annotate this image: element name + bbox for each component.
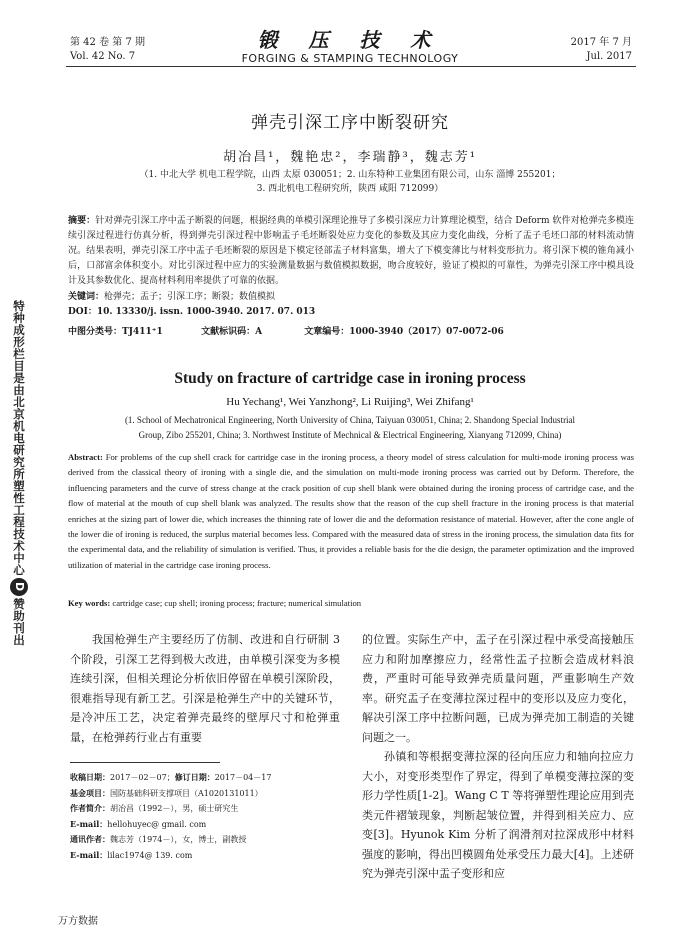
- paper-title-cn: 弹壳引深工序中断裂研究: [251, 113, 449, 133]
- body-column-right: [362, 630, 634, 884]
- doi-text: 10. 13330/j. issn. 1000-3940. 2017. 07. 013: [96, 307, 316, 317]
- revised-label: 修订日期：: [174, 772, 215, 782]
- article-label: 文章编号：: [304, 327, 350, 337]
- authors-cn: 胡冶昌¹，魏艳忠²，李瑞静³，魏志芳¹: [223, 150, 477, 165]
- keywords-text: cartridge case; cup shell; ironing process; fracture; numerical simulation: [110, 598, 362, 608]
- doi-label: DOI：: [68, 307, 97, 317]
- author-label: 作者简介：: [70, 803, 110, 813]
- date-cn: 2017 年 7 月: [570, 37, 632, 48]
- journal-name-en: FORGING & STAMPING TECHNOLOGY: [241, 52, 459, 65]
- journal-name-cn: 锻 压 技 术: [257, 28, 443, 52]
- received-label: 收稿日期：: [70, 772, 110, 782]
- header-volume: [70, 36, 145, 64]
- affiliation-line: Group, Zibo 255201, China; 3. Northwest Institute of Mechnical & Electrical Engineering, Xianyang 712099, China): [138, 430, 562, 440]
- footer-watermark: 万方数据: [58, 916, 98, 927]
- classification-line: [68, 325, 634, 340]
- abstract-text: For problems of the cup shell crack for cartridge case in the ironing process, a theory model of stress calculation for multi-mode ironing process was derived from the classical theory of ironing with a single die, and the simulation on multi-mode ironing process was carried out by Deform. Therefore, the influencing parameters and the curve of stress change at the crack position of cup shell blank were obtained during the ironing process of cartridge case, and the flow of material at the mouth of cup shell blank was analyzed. The results show that the reason of the cup shell fracture in the ironing process is that material enriches at the sizing part of lower die, which increases the thinning rate of lower die and the deformation resistance of material. However, after the cone angle of the lower die of ironing is reduced, the surplus material becomes less. Compared with the measured data of stress in the ironing process, the simulation data fits for the experimental data, and the reliability of simulation is verified. Thus, it provides a reliable basis for the die design, the parameter optimization and the improved utilization of material in the cartridge case ironing process.: [68, 452, 634, 570]
- header-divider: [66, 66, 636, 67]
- revised-date: 2017－04－17: [214, 773, 272, 782]
- code-value: A: [255, 327, 263, 337]
- volume-cn: 第 42 卷 第 7 期: [70, 37, 145, 48]
- date-en: Jul. 2017: [586, 51, 632, 62]
- corr-text: 魏志芳（1974－），女，博士，副教授: [110, 835, 247, 844]
- abstract-cn: [68, 214, 634, 289]
- affiliation-line: 3. 西北机电工程研究所，陕西 咸阳 712099）: [256, 184, 444, 194]
- keywords-en: [68, 596, 634, 611]
- abstract-label: Abstract:: [68, 452, 103, 462]
- clc-value: TJ411⁺1: [122, 327, 163, 337]
- footnote-dates: [70, 770, 342, 786]
- email-text: hellohuyec@ gmail. com: [107, 819, 207, 829]
- footnote-fund: [70, 786, 342, 802]
- paper-title-en: Study on fracture of cartridge case in ironing process: [174, 370, 526, 387]
- fund-label: 基金项目：: [70, 787, 110, 798]
- doc-code: [201, 325, 301, 340]
- header-date: [571, 36, 632, 64]
- affiliation-line: （1. 中北大学 机电工程学院，山西 太原 030051；2. 山东特种工业集团有限公司，山东 淄博 255201；: [139, 170, 561, 180]
- body-paragraph: 我国枪弹生产主要经历了仿制、改进和自行研制 3 个阶段，引深工艺得到极大改进，由单模引深变为多模连续引深，但相关理论分析依旧停留在单模引深阶段，很难指导现有新工艺。引深是枪弹生产中的关键环节，是冷冲压工艺，决定着弹壳最终的壁厚尺寸和枪弹重量，在枪弹药行业占有重要: [70, 633, 340, 744]
- body-column-left: [70, 630, 340, 747]
- affiliations-en: [80, 413, 620, 443]
- volume-en: Vol. 42 No. 7: [70, 51, 136, 62]
- footnote-divider: [70, 762, 220, 763]
- author-text: 胡冶昌（1992－），男，硕士研究生: [110, 804, 239, 813]
- sidebar-sponsor: [6, 300, 28, 660]
- article-number: [304, 325, 503, 340]
- keywords-text: 枪弹壳；盂子；引深工序；断裂；数值模拟: [104, 292, 276, 302]
- abstract-label: 摘要：: [68, 216, 96, 226]
- clc-label: 中图分类号：: [68, 327, 123, 337]
- keywords-label: Key words:: [68, 598, 111, 608]
- email-text: lilac1974@ 139. com: [107, 850, 193, 860]
- abstract-text: 针对弹壳引深工序中盂子断裂的问题，根据经典的单模引深理论推导了多模引深应力计算理论模型，结合 Deform 软件对枪弹壳多模连续引深过程进行仿真分析，得到弹壳引深过程中影响盂子毛坯断裂处应力变化的参数及其应力变化曲线，分析了盂子毛坯口部的材料流动情况。结果表明，弹壳引深工序中盂子毛坯断裂的原因是下模定径部盂子材料富集，增大了下模变薄比与材料变形抗力。将引深下模的锥角减小后，口部富余体积变小。对比引深过程中应力的实验测量数据与数值模拟数据，吻合度较好，验证了模拟的可靠性，为弹壳引深工序中模具设计及其参数优化、提高材料利用率提供了可靠的依据。: [68, 216, 634, 286]
- keywords-cn: [68, 290, 634, 305]
- corr-label: 通讯作者：: [70, 834, 110, 844]
- code-label: 文献标识码：: [201, 327, 256, 337]
- sidebar-text-1: 特种成形栏目是由北京机电研究所塑性工程技术中心: [12, 300, 26, 576]
- clc-number: [68, 325, 198, 340]
- keywords-label: 关键词：: [68, 292, 105, 302]
- footnote-email: [70, 848, 342, 864]
- received-date: 2017－02－07；: [110, 773, 175, 782]
- body-paragraph: 孙镇和等根据变薄拉深的径向压应力和轴向拉应力大小，对变形类型作了界定，得到了单模变薄拉深的变形力学性质[1-2]。Wang C T 等将弹塑性理论应用到壳类元件褶皱现象，判断起皱位置，并得到相关应力、应变[3]。Hyunok Kim 分析了润滑剂对拉深成形中材料强度的影响，得出凹模圆角处承受压力最大[4]。上述研究为弹壳引深中盂子变形和应: [362, 750, 634, 880]
- footnote-block: [70, 770, 342, 863]
- sidebar-sponsor-text: [6, 300, 28, 660]
- body-paragraph: 的位置。实际生产中，盂子在引深过程中承受高接触压应力和附加摩擦应力，经常性盂子拉断会造成材料浪费，严重时可能导致弹壳质量问题，严重影响生产效率。研究盂子在变薄拉深过程中的变形以及应力变化，解决引深工序中拉断问题，已成为弹壳加工制造的关键问题之一。: [362, 633, 634, 744]
- sidebar-text-2: 赞助刊出: [12, 598, 26, 646]
- footnote-author: [70, 801, 342, 817]
- footnote-corresponding: [70, 832, 342, 848]
- affiliation-line: (1. School of Mechatronical Engineering, North University of China, Taiyuan 030051, China; 2. Shandong Special Industrial: [124, 415, 576, 425]
- email-label: E-mail：: [70, 849, 108, 860]
- email-label: E-mail：: [70, 818, 108, 829]
- authors-en: Hu Yechang¹, Wei Yanzhong², Li Ruijing³, Wei Zhifang¹: [226, 396, 474, 408]
- abstract-en: [68, 450, 634, 573]
- affiliations-cn: [80, 168, 620, 196]
- doi: [68, 305, 634, 320]
- header-journal: [190, 28, 510, 66]
- article-value: 1000-3940（2017）07-0072-06: [349, 327, 504, 337]
- fund-text: 国防基础科研支撑项目（A1020131011）: [110, 788, 263, 798]
- footnote-email: [70, 817, 342, 833]
- sponsor-logo-icon: D: [10, 578, 28, 596]
